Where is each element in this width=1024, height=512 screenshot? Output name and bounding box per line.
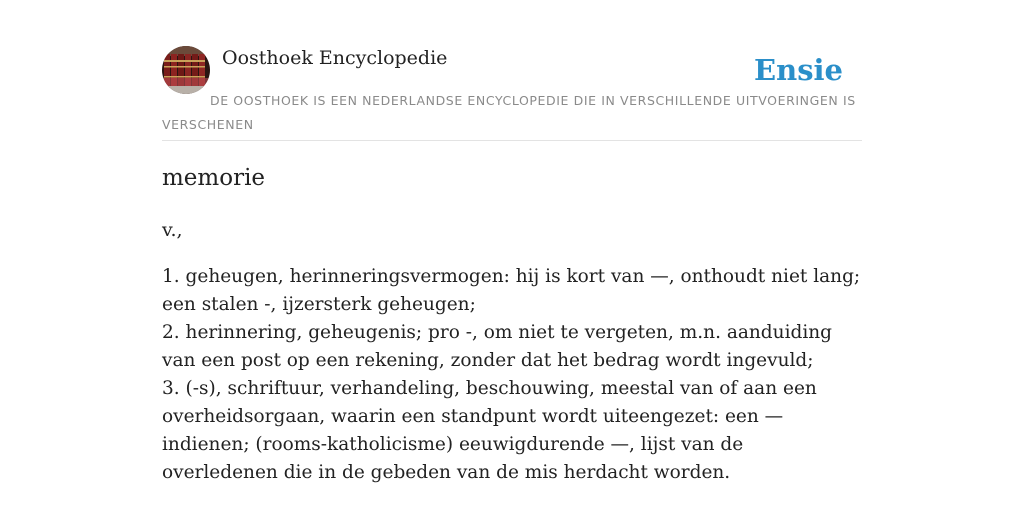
encyclopedia-books-icon xyxy=(162,46,210,94)
source-description: DE OOSTHOEK IS EEN NEDERLANDSE ENCYCLOPEDIE DIE IN VERSCHILLENDE UITVOERINGEN IS VERSCHENEN xyxy=(162,93,856,132)
ensie-logo[interactable]: Ensie xyxy=(754,53,843,87)
definition-item: 2. herinnering, geheugenis; pro -, om niet te vergeten, m.n. aanduiding van een post op een rekening, zonder dat het bedrag wordt ingevuld; xyxy=(162,322,833,371)
definition-item: 3. (-s), schriftuur, verhandeling, beschouwing, meestal van of aan een overheidsorgaan, waarin een standpunt wordt uiteengezet: een — indienen; (rooms-katholicisme) eeuwigdurende —, lijst van de overledenen die in de gebeden van de mis herdacht worden. xyxy=(162,378,817,483)
entry-headword: memorie xyxy=(162,165,266,191)
source-name[interactable]: Oosthoek Encyclopedie xyxy=(222,47,448,69)
entry-grammar: v., xyxy=(162,219,183,241)
definition-item: 1. geheugen, herinneringsvermogen: hij is kort van —, onthoudt niet lang; een stalen -, ijzersterk geheugen; xyxy=(162,266,861,315)
entry-definitions xyxy=(162,263,862,487)
source-avatar[interactable] xyxy=(162,46,210,94)
source-header xyxy=(162,46,862,141)
